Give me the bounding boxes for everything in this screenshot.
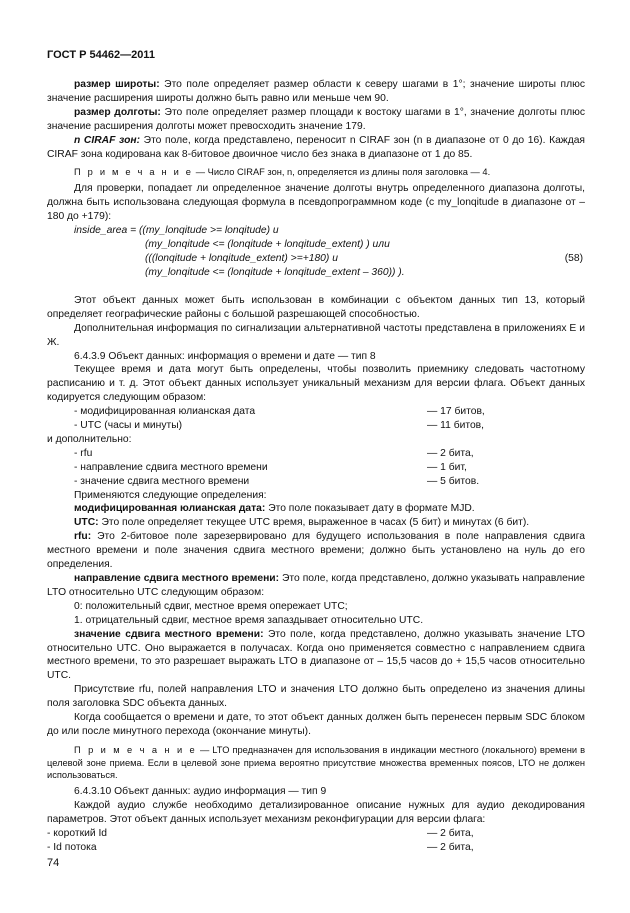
formula-line: (my_lonqitude <= (lonqitude + lonqitude_extent) ) или [145, 238, 390, 250]
note-lto [47, 744, 585, 782]
audio-paragraph: Каждой аудио службе необходимо детализированное описание нужных для аудио декодирования параметров. Этот объект данных использует механизм реконфигурации для версии флага: [47, 800, 585, 826]
field-name: - модифицированная юлианская дата [74, 406, 256, 418]
list-item [47, 841, 585, 855]
term: размер широты: [74, 79, 160, 90]
definition: Это поле определяет размер области к северу шагами в 1°; значение широты плюс значение расширения широты должно быть равно или меньше чем 90. [47, 79, 586, 104]
latitude-size-paragraph [47, 78, 585, 106]
transfer-paragraph: Когда сообщается о времени и дате, то этот объект данных должен быть перенесен первым SDC блоком до или после минутного перехода (окончание минуты). [47, 712, 585, 737]
definition-mjd [47, 502, 585, 516]
formula-line: (((lonqitude + lonqitude_extent) >=+180) и [145, 252, 338, 264]
term: направление сдвига местного времени: [74, 572, 280, 584]
definition-rfu [47, 530, 585, 572]
definition-lto-value [47, 628, 585, 684]
formula-58 [47, 224, 585, 294]
term: значение сдвига местного времени: [74, 628, 264, 640]
list-item [47, 827, 585, 841]
document-header: ГОСТ Р 54462—2011 [47, 49, 155, 61]
formula-line: (my_lonqitude <= (lonqitude + lonqitude_extent – 360)) ). [145, 266, 405, 278]
list-item [47, 405, 585, 419]
term: модифицированная юлианская дата: [74, 503, 266, 515]
list-item [47, 475, 585, 489]
field-name: - значение сдвига местного времени [74, 475, 250, 487]
note-label: П р и м е ч а н и е [74, 167, 194, 178]
definition: Это поле показывает дату в формате MJD. [265, 503, 475, 515]
section-heading-type8: 6.4.3.9 Объект данных: информация о времени и дате — тип 8 [74, 350, 376, 362]
ciraf-paragraph [47, 134, 585, 162]
lto-option: 1. отрицательный сдвиг, местное время запаздывает относительно UTC. [74, 614, 424, 626]
definition: Это поле, когда представлено, должно указывать направление LTO относительно UTC следующим образом: [47, 572, 585, 598]
field-bits: — 2 бита, [427, 447, 474, 459]
field-bits: — 17 битов, [427, 406, 485, 418]
definition-utc [47, 516, 585, 530]
list-item [47, 461, 585, 475]
field-bits: — 2 бита, [427, 841, 474, 853]
field-name: - UTC (часы и минуты) [74, 420, 183, 432]
term: rfu: [74, 531, 92, 543]
additional-info-paragraph: Дополнительная информация по сигнализации альтернативной частоты представлена в приложениях Е и Ж. [47, 322, 585, 348]
definition-lto-direction [47, 572, 585, 600]
note-text: — Число CIRAF зон, n, определяется из длины поля заголовка — 4. [193, 167, 491, 178]
field-bits: — 2 бита, [427, 827, 474, 839]
list-item [47, 447, 585, 461]
field-bits: — 11 битов, [427, 420, 485, 432]
formula-line: inside_area = ((my_lonqitude >= lonqitude) и [74, 224, 279, 236]
field-bits: — 5 битов. [427, 475, 480, 487]
term: размер долготы: [74, 106, 161, 118]
field-name: - направление сдвига местного времени [74, 461, 268, 473]
additional-label: и дополнительно: [47, 433, 132, 445]
note-label: П р и м е ч а н и е [74, 744, 197, 755]
definitions-intro: Применяются следующие определения: [74, 489, 267, 501]
time-date-paragraph: Текущее время и дата могут быть определены, чтобы позволить приемнику следовать частотному расписанию и т. д. Этот объект данных использует уникальный механизм для версии флага. Объект данных кодируется следующим образом: [47, 364, 585, 404]
definition: Это поле определяет размер площади к востоку шагами в 1°, значение долготы плюс значение расширения долготы может превосходить значение 179. [47, 106, 585, 132]
field-bits: — 1 бит, [427, 461, 467, 473]
longitude-size-paragraph [47, 106, 585, 134]
note-ciraf [47, 166, 585, 179]
term: n CIRAF зон: [74, 134, 141, 146]
presence-paragraph: Присутствие rfu, полей направления LTO и значения LTO должно быть определено из значения длины поля заголовка SDC объекта данных. [47, 684, 585, 710]
lto-option: 0: положительный сдвиг, местное время опережает UTC; [74, 600, 348, 612]
field-name: - Id потока [47, 841, 97, 853]
definition: Это поле, когда представлено, переносит n CIRAF зон (n в диапазоне от 0 до 16). Каждая CIRAF зона кодирована как 8-битовое двоичное число без знака в диапазоне от 1 до 85. [47, 134, 586, 160]
combination-paragraph: Этот объект данных может быть использован в комбинации с объектом данных тип 13, который определяет географические районы с большой разрешающей способностью. [47, 294, 585, 320]
definition: Это поле определяет текущее UTC время, выраженное в часах (5 бит) и минутах (6 бит). [98, 517, 530, 529]
page-number: 74 [47, 857, 60, 869]
field-name: - короткий Id [47, 827, 108, 839]
formula-number: (58) [564, 252, 583, 264]
definition: Это 2-битовое поле зарезервировано для будущего использования в поле направления сдвига местного времени и поле значения сдвига местного времени; должно быть установлено на нуль до его определения. [47, 531, 585, 571]
definition: Это поле, когда представлено, должно указывать значение LTO относительно UTC. Оно выражается в получасах. Когда оно применяется совместно с направлением сдвига местного времени, то это разрешает выражать LTO в диапазоне от – 15,5 часов до + 15,5 часов относительно UTC. [47, 628, 585, 682]
list-item [47, 419, 585, 433]
note-text: — LTO предназначен для использования в индикации местного (локального) времени в целевой зоне приема. Если в целевой зоне приема вероятно присутствие множества временных поясов, LTO не должен использоваться. [47, 744, 586, 781]
section-heading-type9: 6.4.3.10 Объект данных: аудио информация — тип 9 [74, 786, 327, 798]
term: UTC: [74, 517, 99, 529]
field-name: - rfu [74, 447, 93, 459]
page-body [47, 78, 585, 855]
check-paragraph: Для проверки, попадает ли определенное значение долготы внутрь определенного диапазона долготы, должна быть использована следующая формула в псевдопрограммном коде (с my_lonqitude в диапазоне от – 180 до +179): [47, 183, 585, 223]
list-label [47, 433, 585, 447]
